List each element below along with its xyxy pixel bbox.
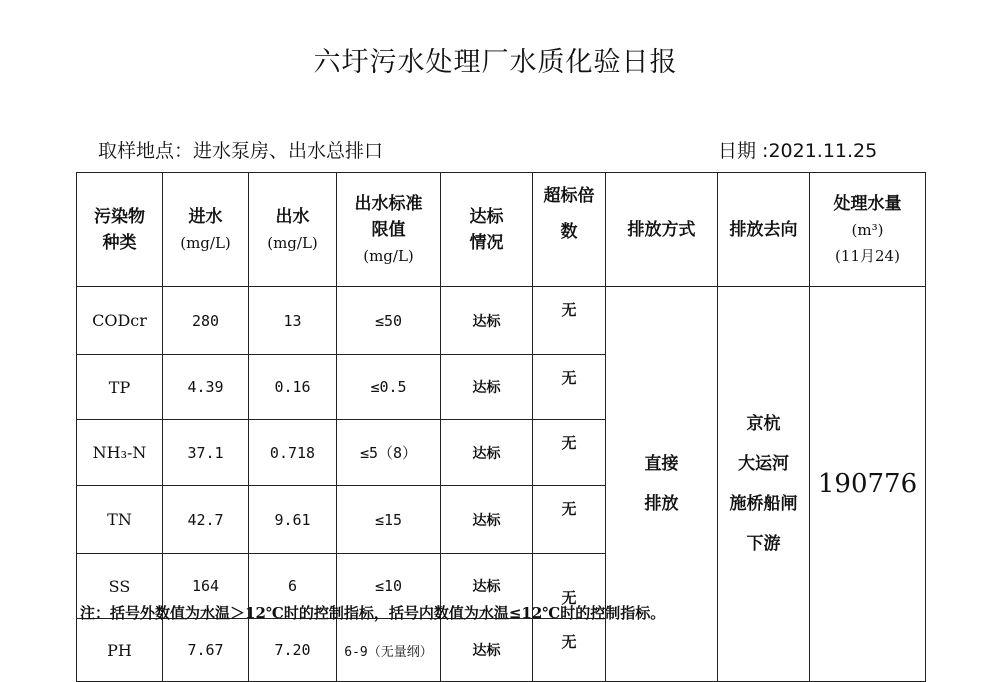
discharge-dest-cell: 京杭 大运河 施桥船闸 下游 (718, 287, 810, 682)
compliance-cell: 达标 (441, 486, 533, 554)
pollutant-cell: TN (77, 486, 163, 554)
header-exceed: 超标倍 数 (533, 173, 606, 287)
limit-cell: ≤5（8） (337, 420, 441, 486)
effluent-cell: 13 (249, 287, 337, 355)
compliance-cell: 达标 (441, 554, 533, 619)
exceed-cell: 无 (533, 355, 606, 420)
pollutant-cell: SS (77, 554, 163, 619)
header-volume: 处理水量 (m³) (11月24) (810, 173, 926, 287)
footnote: 注：括号外数值为水温＞12℃时的控制指标，括号内数值为水温≤12℃时的控制指标。 (80, 604, 666, 622)
sampling-location: 取样地点：进水泵房、出水总排口 (98, 140, 384, 162)
influent-cell: 37.1 (163, 420, 249, 486)
influent-cell: 280 (163, 287, 249, 355)
discharge-method-cell: 直接 排放 (606, 287, 718, 682)
header-row (77, 173, 926, 287)
effluent-cell: 0.16 (249, 355, 337, 420)
exceed-cell: 无 (533, 486, 606, 554)
volume-cell: 190776 (810, 287, 926, 682)
limit-cell: ≤15 (337, 486, 441, 554)
compliance-cell: 达标 (441, 420, 533, 486)
pollutant-cell: NH₃-N (77, 420, 163, 486)
effluent-cell: 6 (249, 554, 337, 619)
report-date: 日期 :2021.11.25 (718, 140, 878, 162)
effluent-cell: 7.20 (249, 619, 337, 682)
limit-cell: ≤50 (337, 287, 441, 355)
compliance-cell: 达标 (441, 355, 533, 420)
compliance-cell: 达标 (441, 619, 533, 682)
effluent-cell: 9.61 (249, 486, 337, 554)
compliance-cell: 达标 (441, 287, 533, 355)
header-pollutant: 污染物 种类 (77, 173, 163, 287)
influent-cell: 42.7 (163, 486, 249, 554)
pollutant-cell: TP (77, 355, 163, 420)
effluent-cell: 0.718 (249, 420, 337, 486)
influent-cell: 4.39 (163, 355, 249, 420)
exceed-cell: 无 (533, 287, 606, 355)
exceed-cell: 无 (533, 420, 606, 486)
table-row (77, 287, 926, 355)
influent-cell: 7.67 (163, 619, 249, 682)
report-title: 六圩污水处理厂水质化验日报 (313, 47, 678, 78)
header-effluent: 出水 (mg/L) (249, 173, 337, 287)
exceed-cell: 无 (533, 554, 606, 619)
exceed-cell: 无 (533, 619, 606, 682)
limit-cell: 6-9（无量纲） (337, 619, 441, 682)
limit-cell: ≤0.5 (337, 355, 441, 420)
header-discharge-method: 排放方式 (606, 173, 718, 287)
header-limit: 出水标准 限值 (mg/L) (337, 173, 441, 287)
limit-cell: ≤10 (337, 554, 441, 619)
header-discharge-dest: 排放去向 (718, 173, 810, 287)
pollutant-cell: PH (77, 619, 163, 682)
pollutant-cell: CODcr (77, 287, 163, 355)
influent-cell: 164 (163, 554, 249, 619)
header-compliance: 达标 情况 (441, 173, 533, 287)
header-influent: 进水 (mg/L) (163, 173, 249, 287)
